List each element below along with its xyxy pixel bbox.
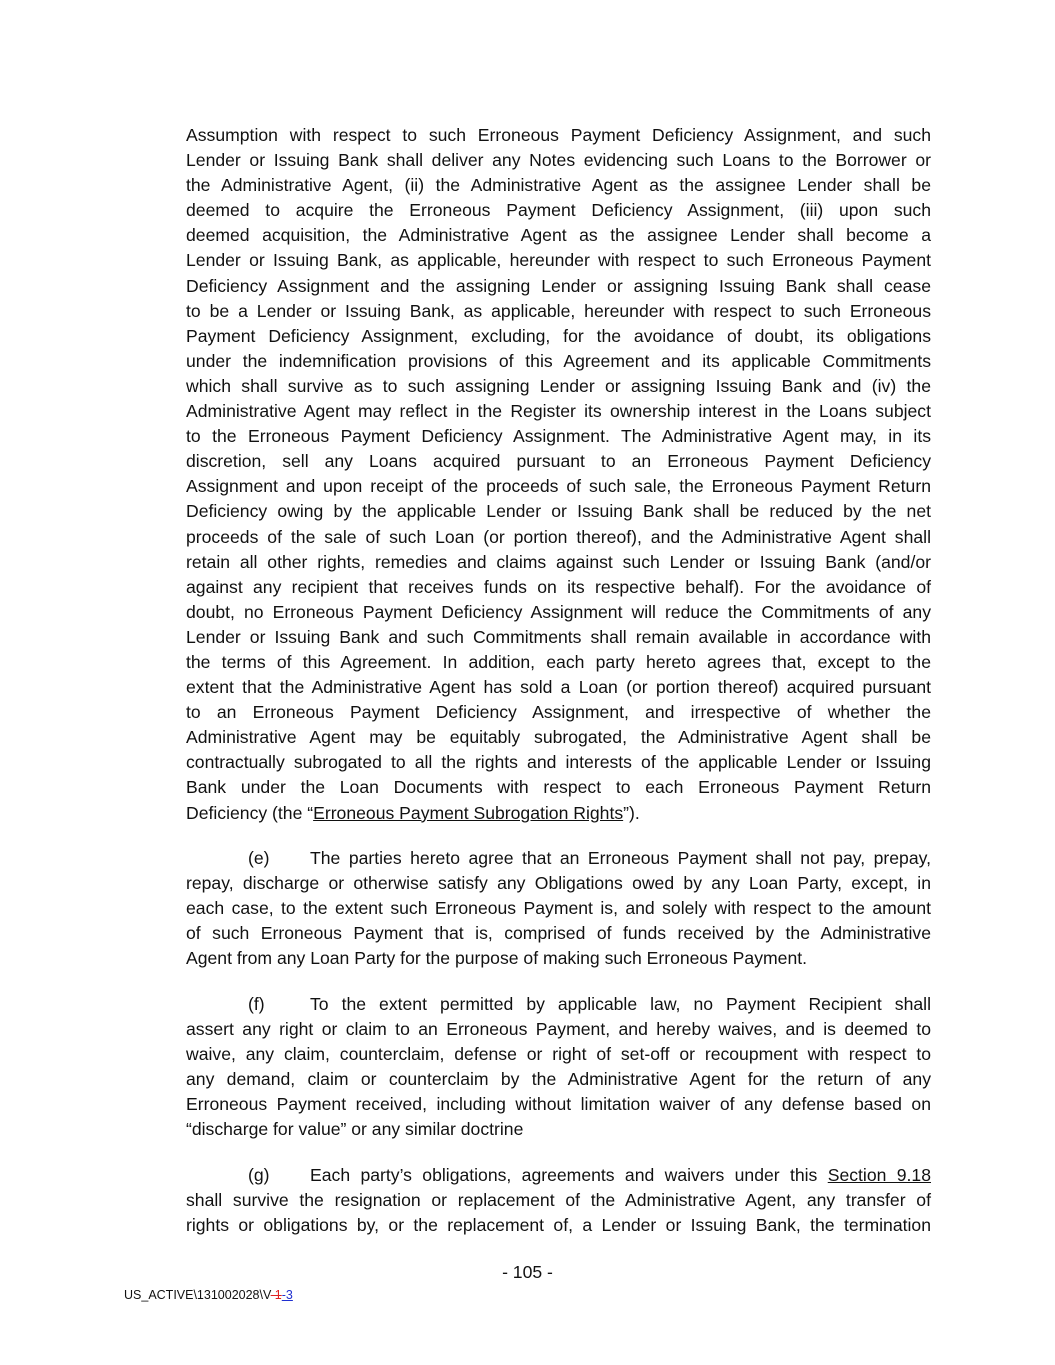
- text-line: Assignment and upon receipt of the proceeds of such sale, the Erroneous Payment Return: [186, 476, 931, 497]
- text-line: Agent from any Loan Party for the purpose of making such Erroneous Payment.: [186, 948, 808, 969]
- text-line: assert any right or claim to an Erroneous Payment, and hereby waives, and is deemed to: [186, 1019, 931, 1040]
- text-line: each case, to the extent such Erroneous Payment is, and solely with respect to the amount: [186, 898, 931, 919]
- text-line: any demand, claim or counterclaim by the Administrative Agent for the return of any: [186, 1069, 931, 1090]
- text-line: rights or obligations by, or the replacement of, a Lender or Issuing Bank, the termination: [186, 1215, 931, 1236]
- text-line: Bank under the Loan Documents with respect to each Erroneous Payment Return: [186, 777, 931, 798]
- document-id-footer: [124, 1288, 293, 1302]
- paragraph-first-line: [186, 1163, 931, 1188]
- text-line: waive, any claim, counterclaim, defense or right of set-off or recoupment with respect to: [186, 1044, 931, 1065]
- text-line: to the Erroneous Payment Deficiency Assignment. The Administrative Agent may, in its: [186, 426, 931, 447]
- text-line: deemed to acquire the Erroneous Payment Deficiency Assignment, (iii) upon such: [186, 200, 931, 221]
- text-line: Administrative Agent may be equitably subrogated, the Administrative Agent shall be: [186, 727, 931, 748]
- text-line: repay, discharge or otherwise satisfy any Obligations owed by any Loan Party, except, in: [186, 873, 931, 894]
- text-line: contractually subrogated to all the rights and interests of the applicable Lender or Issuing: [186, 752, 931, 773]
- text-line: to be a Lender or Issuing Bank, as applicable, hereunder with respect to such Erroneous: [186, 300, 931, 321]
- deleted-version: -1: [270, 1288, 282, 1302]
- text-line: Deficiency owing by the applicable Lender or Issuing Bank shall be reduced by the net: [186, 501, 931, 522]
- text-line: which shall survive as to such assigning Lender or assigning Issuing Bank and (iv) the: [186, 375, 931, 396]
- paragraph-g: [186, 1163, 931, 1238]
- text-line: retain all other rights, remedies and claims against such Lender or Issuing Bank (and/or: [186, 551, 931, 572]
- text-line: proceeds of the sale of such Loan (or portion thereof), and the Administrative Agent shall: [186, 526, 931, 547]
- text-line: shall survive the resignation or replacement of the Administrative Agent, any transfer of: [186, 1190, 931, 1211]
- paragraph-main: [186, 123, 931, 826]
- text-line: deemed acquisition, the Administrative Agent as the assignee Lender shall become a: [186, 225, 931, 246]
- defined-term: Erroneous Payment Subrogation Rights: [313, 802, 624, 823]
- section-reference-link[interactable]: Section 9.18: [827, 1165, 931, 1185]
- text-line: Lender or Issuing Bank shall deliver any Notes evidencing such Loans to the Borrower or: [186, 150, 931, 171]
- text: The parties hereto agree that an Erroneous Payment shall not pay, prepay,: [310, 848, 931, 868]
- clause-label: (f): [248, 994, 265, 1014]
- text-line: under the indemnification provisions of this Agreement and its applicable Commitments: [186, 350, 931, 371]
- text-line: the terms of this Agreement. In addition, each party hereto agrees that, except to the: [186, 651, 931, 672]
- doc-id: US_ACTIVE\131002028\V: [124, 1288, 271, 1302]
- text-line: to an Erroneous Payment Deficiency Assignment, and irrespective of whether the: [186, 702, 931, 723]
- text-line: Lender or Issuing Bank, as applicable, hereunder with respect to such Erroneous Payment: [186, 250, 931, 271]
- text-line: Deficiency Assignment and the assigning Lender or assigning Issuing Bank shall cease: [186, 275, 931, 296]
- inserted-version: -3: [281, 1288, 293, 1302]
- text-line: Erroneous Payment received, including without limitation waiver of any defense based on: [186, 1094, 931, 1115]
- text-line: Lender or Issuing Bank and such Commitments shall remain available in accordance with: [186, 626, 931, 647]
- text: Deficiency (the “: [186, 802, 314, 823]
- text-line: “discharge for value” or any similar doctrine: [186, 1119, 524, 1140]
- text-line: against any recipient that receives funds on its respective behalf). For the avoidance of: [186, 576, 931, 597]
- text-line: Assumption with respect to such Erroneous Payment Deficiency Assignment, and such: [186, 125, 931, 145]
- clause-label: (e): [248, 848, 270, 868]
- text: To the extent permitted by applicable law, no Payment Recipient shall: [310, 994, 931, 1014]
- paragraph-first-line: [186, 846, 931, 871]
- clause-label: (g): [248, 1165, 270, 1185]
- paragraph-first-line: [186, 992, 931, 1017]
- text: Each party’s obligations, agreements and waivers under this: [310, 1165, 818, 1185]
- text-line: of such Erroneous Payment that is, comprised of funds received by the Administrative: [186, 923, 931, 944]
- paragraph-f: [186, 992, 931, 1143]
- text-line: [186, 801, 931, 826]
- page-number: - 105 -: [502, 1262, 553, 1282]
- text-line: extent that the Administrative Agent has sold a Loan (or portion thereof) acquired pursuant: [186, 677, 931, 698]
- text-line: Payment Deficiency Assignment, excluding, for the avoidance of doubt, its obligations: [186, 325, 931, 346]
- text-line: doubt, no Erroneous Payment Deficiency Assignment will reduce the Commitments of any: [186, 601, 931, 622]
- text-line: discretion, sell any Loans acquired pursuant to an Erroneous Payment Deficiency: [186, 451, 931, 472]
- text-line: the Administrative Agent, (ii) the Administrative Agent as the assignee Lender shall be: [186, 175, 931, 196]
- paragraph-e: [186, 846, 931, 971]
- text-line: Administrative Agent may reflect in the Register its ownership interest in the Loans subject: [186, 401, 931, 422]
- text: ”).: [623, 802, 640, 823]
